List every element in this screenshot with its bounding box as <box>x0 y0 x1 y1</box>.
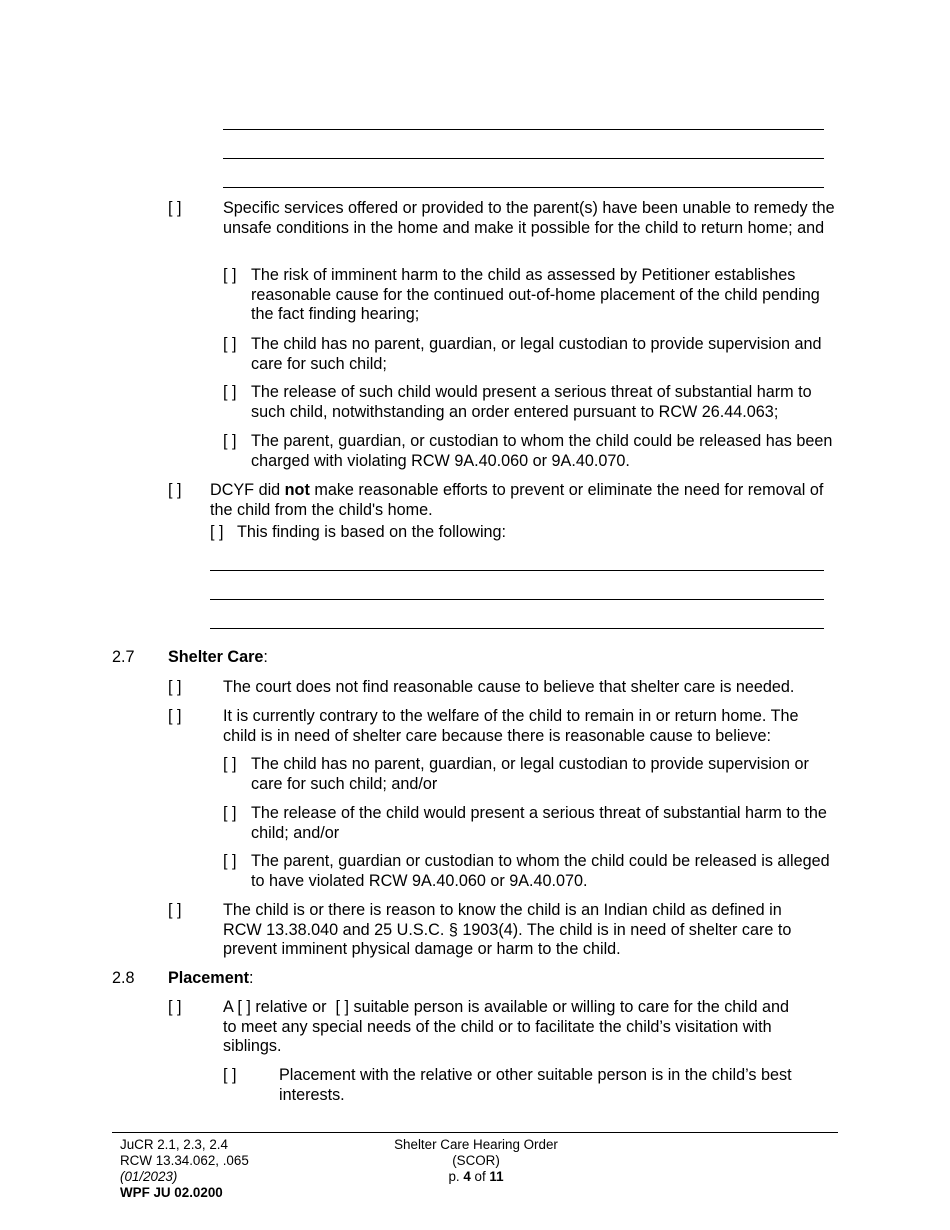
services-sub-checkbox[interactable]: [ ] <box>223 266 237 284</box>
shelter-checkbox[interactable]: [ ] <box>168 678 182 696</box>
indian-child-checkbox[interactable]: [ ] <box>168 901 182 919</box>
services-subitem: The risk of imminent harm to the child as assessed by Petitioner establishes reasonable cause for the continued out-of-home placement of the child pending the fact finding hearing; <box>251 266 820 323</box>
shelter-sub-checkbox[interactable]: [ ] <box>223 804 237 822</box>
footer-center <box>376 1137 576 1185</box>
placement-subitem: Placement with the relative or other suitable person is in the child’s best interests. <box>279 1066 792 1104</box>
section-number: 2.8 <box>112 969 135 987</box>
suitable-person-checkbox[interactable]: [ ] <box>335 998 349 1016</box>
blank-line <box>223 187 824 188</box>
shelter-subitem: The child has no parent, guardian, or legal custodian to provide supervision or care for such child; and/or <box>251 755 809 793</box>
shelter-subitem: The parent, guardian or custodian to whom the child could be released is alleged to have violated RCW 9A.40.060 or 9A.40.070. <box>251 852 830 890</box>
services-subitem: The parent, guardian, or custodian to whom the child could be released has been charged with violating RCW 9A.40.060 or 9A.40.070. <box>251 432 833 470</box>
section-title: Shelter Care: <box>168 648 268 666</box>
shelter-subitem: The release of the child would present a serious threat of substantial harm to the child; and/or <box>251 804 827 842</box>
footer-form-number: WPF JU 02.0200 <box>120 1185 223 1200</box>
footer-rcw: RCW 13.34.062, .065 <box>120 1153 249 1168</box>
dcyf-checkbox[interactable]: [ ] <box>168 481 182 499</box>
blank-line <box>210 570 824 571</box>
footer-rule <box>112 1132 838 1133</box>
shelter-item: The court does not find reasonable cause to believe that shelter care is needed. <box>223 678 795 696</box>
indian-child-text: The child is or there is reason to know the child is an Indian child as defined in RCW 13.38.040 and 25 U.S.C. § 1903(4). The child is in need of shelter care to prevent imminent physical damage or harm to the child. <box>223 901 792 958</box>
dcyf-basis-checkbox[interactable]: [ ] <box>210 523 224 541</box>
shelter-sub-checkbox[interactable]: [ ] <box>223 852 237 870</box>
blank-line <box>223 129 824 130</box>
placement-item-rest: to meet any special needs of the child or to facilitate the child’s visitation with siblings. <box>223 1017 772 1055</box>
section-title: Placement: <box>168 969 254 987</box>
footer-court-rules: JuCR 2.1, 2.3, 2.4 <box>120 1137 228 1152</box>
shelter-item: It is currently contrary to the welfare of the child to remain in or return home. The child is in need of shelter care because there is reasonable cause to believe: <box>223 707 799 745</box>
footer-left <box>120 1137 249 1201</box>
footer-abbr: (SCOR) <box>452 1153 500 1168</box>
footer-date: (01/2023) <box>120 1169 178 1184</box>
services-sub-checkbox[interactable]: [ ] <box>223 432 237 450</box>
placement-checkbox[interactable]: [ ] <box>168 998 182 1016</box>
services-checkbox[interactable]: [ ] <box>168 199 182 217</box>
services-text: Specific services offered or provided to the parent(s) have been unable to remedy the unsafe conditions in the home and make it possible for the child to return home; and <box>223 199 835 237</box>
shelter-checkbox[interactable]: [ ] <box>168 707 182 725</box>
blank-line <box>210 628 824 629</box>
services-subitem: The release of such child would present a serious threat of substantial harm to such child, notwithstanding an order entered pursuant to RCW 26.44.063; <box>251 383 812 421</box>
services-subitem: The child has no parent, guardian, or legal custodian to provide supervision and care for such child; <box>251 335 822 373</box>
placement-item-line1: A [ ] relative or [ ] suitable person is available or willing to care for the child and <box>223 998 789 1016</box>
relative-checkbox[interactable]: [ ] <box>237 998 251 1016</box>
dcyf-text: DCYF did not make reasonable efforts to prevent or eliminate the need for removal of the child from the child's home. <box>210 481 824 519</box>
footer-title: Shelter Care Hearing Order <box>394 1137 558 1152</box>
dcyf-basis-text: This finding is based on the following: <box>237 523 507 541</box>
footer-page: p. 4 of 11 <box>448 1169 504 1184</box>
section-number: 2.7 <box>112 648 135 666</box>
blank-line <box>210 599 824 600</box>
blank-line <box>223 158 824 159</box>
placement-item <box>223 998 838 1057</box>
shelter-sub-checkbox[interactable]: [ ] <box>223 755 237 773</box>
services-sub-checkbox[interactable]: [ ] <box>223 383 237 401</box>
placement-sub-checkbox[interactable]: [ ] <box>223 1066 237 1084</box>
services-sub-checkbox[interactable]: [ ] <box>223 335 237 353</box>
